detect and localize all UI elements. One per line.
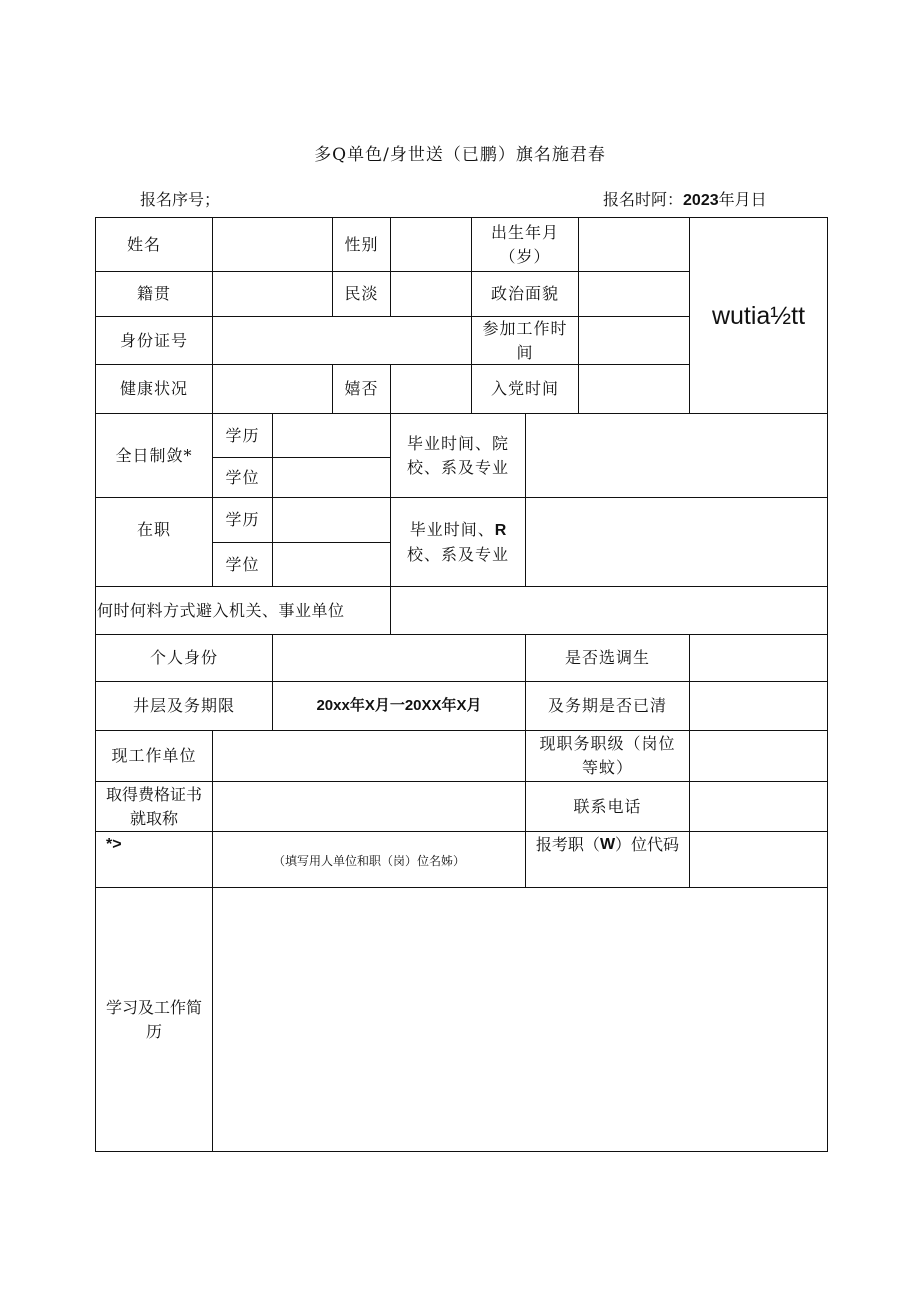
service-term-value: 20xx年X月一20XX年X月 [316,697,482,714]
native-place-label: 籍贯 [136,284,171,303]
apply-code-part1: 报考职（ [535,835,600,854]
inservice-education-label: 在职 [136,520,171,539]
resume-label: 学习及工作简 历 [105,997,202,1041]
service-term-completed-label: 及务期是否已清 [547,696,667,715]
inservice-degree-label: 学位 [225,554,260,574]
apply-position-hint: （填写用人单位和职（岗）位名姊） [272,854,465,868]
photo-area: wutia½tt [711,301,806,330]
fulltime-education-level-label: 学历 [225,425,260,445]
marital-label: 嬉否 [344,379,379,398]
apply-code-part2: ）位代码 [615,835,680,854]
birth-date-label: 出生年月 （岁） [490,222,559,266]
current-unit-label: 现工作单位 [111,746,197,765]
political-status-label: 政治面貌 [490,284,559,303]
inservice-graduation-label [391,498,525,586]
work-start-label: 参加工作时 间 [482,318,568,362]
name-label: 姓名 [126,234,161,254]
id-number-label: 身份证号 [119,330,188,350]
apply-code-w: W [599,836,616,853]
service-term-label: 井层及务期限 [132,696,235,715]
selected-graduate-label: 是否选调生 [564,648,650,667]
fulltime-degree-label: 学位 [225,467,260,487]
entry-method-label: 何时何料方式避入机关、事业单位 [97,600,345,620]
party-join-label: 入党时间 [490,379,559,398]
inservice-education-level-label: 学历 [225,510,260,529]
form-title: 多Q单色/身世送（已鹏）旗名施君春 [314,145,606,165]
fulltime-education-label: 全日制敛* [115,445,193,465]
inservice-graduation-r: R [494,521,507,539]
personal-identity-label: 个人身份 [149,648,218,667]
current-post-label: 现职务职级（岗位 等蚊） [539,734,676,777]
phone-label: 联系电话 [573,796,642,816]
registration-time-label: 报名时阿： [603,190,684,209]
health-label: 健康状况 [119,379,188,398]
certificates-label: 取得费格证书 就取称 [105,784,202,828]
registration-year: 2023 [683,192,719,209]
serial-number-label: 报名序号； [140,190,221,209]
gender-label: 性别 [344,234,379,254]
ethnicity-label: 民淡 [344,284,379,303]
registration-date-rest: 年月日 [718,190,767,209]
apply-code-label [526,832,689,858]
fulltime-graduation-label: 毕业时间、院 校、系及专业 [406,433,509,477]
apply-position-label: *> [106,836,122,853]
inservice-graduation-line2: 校、系及专业 [406,544,509,564]
inservice-graduation-line1: 毕业时间、 [409,519,495,539]
